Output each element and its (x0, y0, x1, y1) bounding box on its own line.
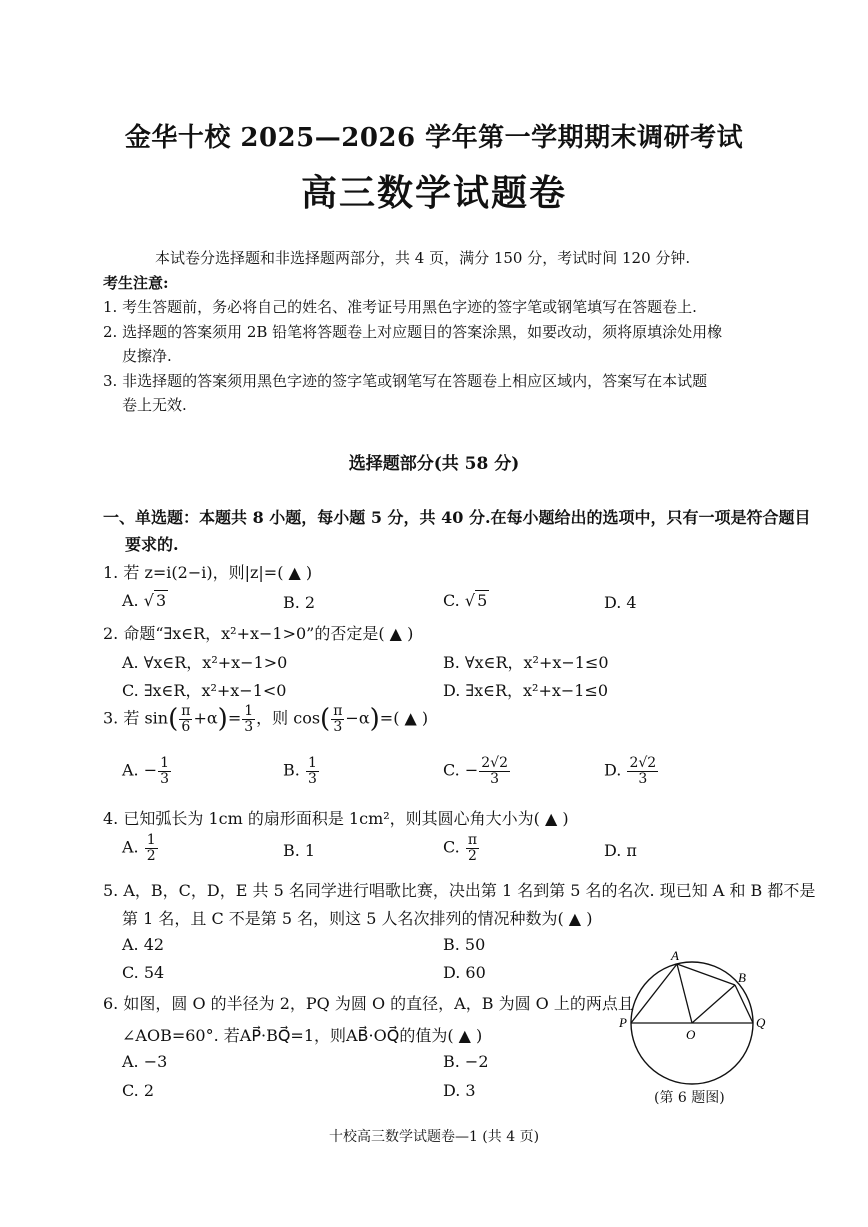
fraction-denominator: 3 (307, 770, 317, 787)
q3-stem (103, 704, 428, 734)
fraction-denominator: 3 (333, 718, 343, 735)
q6-option-b: B. −2 (443, 1052, 489, 1071)
q2-option-a: A. ∀x∈R，x²+x−1>0 (122, 653, 288, 672)
point-o-label: O (686, 1027, 696, 1042)
fraction-numerator: 1 (160, 755, 170, 771)
segment-ab (677, 964, 735, 985)
fraction-numerator: 1 (244, 703, 254, 719)
notice-heading: 考生注意: (103, 274, 169, 292)
notice-item-2: 2. 选择题的答案须用 2B 铅笔将答题卷上对应题目的答案涂黑，如要改动，须将原填涂处用橡 (103, 323, 723, 341)
fraction-numerator: 1 (307, 755, 317, 771)
q3-option-a-label: A. − (122, 760, 158, 780)
q3-option-d-label: D. (604, 760, 622, 780)
section-title: 选择题部分(共 58 分) (348, 454, 520, 474)
q2-option-b: B. ∀x∈R，x²+x−1≤0 (443, 653, 609, 672)
part1-heading-cont: 要求的. (125, 535, 179, 554)
q1-option-d: D. 4 (604, 593, 637, 612)
segment-bo (692, 985, 735, 1023)
point-a-label: A (671, 948, 679, 963)
q1-option-a-value: 3 (155, 591, 167, 610)
q1-option-c (443, 591, 489, 610)
q4-stem: 4. 已知弧长为 1cm 的扇形面积是 1cm²，则其圆心角大小为( ▲ ) (103, 809, 569, 828)
q6-option-d: D. 3 (443, 1081, 476, 1100)
q4-option-a-label: A. (122, 837, 139, 857)
q3-sin-fraction (179, 704, 192, 734)
q1-option-c-value: 5 (477, 591, 488, 610)
q4-option-c (443, 833, 480, 863)
q3-cos-tail: −α (345, 708, 370, 728)
q5-stem-line1: 5. A，B，C，D，E 共 5 名同学进行唱歌比赛，决出第 1 名到第 5 名的名次. 现已知 A 和 B 都不是 (103, 881, 816, 900)
notice-item-1: 1. 考生答题前，务必将自己的姓名、准考证号用黑色字迹的签字笔或钢笔填写在答题卷上. (103, 298, 697, 316)
q3-option-b (283, 756, 320, 786)
q3-sin-tail: +α (193, 708, 218, 728)
q3-option-c-label: C. − (443, 760, 479, 780)
point-q-label: Q (756, 1015, 766, 1030)
fraction-numerator: π (467, 832, 478, 848)
sqrt-icon: √ (143, 591, 154, 610)
q3-option-d (604, 756, 659, 786)
fraction-numerator: π (333, 703, 343, 719)
q4-option-c-label: C. (443, 837, 460, 857)
q1-option-a-label: A. (122, 591, 139, 610)
q3-option-d-fraction (627, 756, 658, 786)
q1-stem: 1. 若 z=i(2−i)，则|z|=( ▲ ) (103, 563, 313, 582)
q6-figure-caption: (第 6 题图) (654, 1090, 725, 1106)
fraction-numerator: 2√2 (629, 755, 657, 771)
fraction-denominator: 3 (490, 770, 500, 787)
q1-option-b: B. 2 (283, 593, 316, 612)
q6-option-a: A. −3 (122, 1052, 168, 1071)
q1-option-a (122, 591, 168, 610)
fraction-numerator: 1 (146, 832, 156, 848)
point-b-label: B (738, 970, 746, 985)
exam-intro: 本试卷分选择题和非选择题两部分，共 4 页，满分 150 分，考试时间 120 分钟. (155, 249, 691, 267)
page-footer: 十校高三数学试题卷—1 (共 4 页) (328, 1129, 540, 1145)
q2-option-d: D. ∃x∈R，x²+x−1≤0 (443, 681, 609, 700)
q4-option-c-fraction (466, 833, 479, 863)
fraction-denominator: 2 (468, 847, 477, 864)
q6-stem-line2: ∠AOB=60°. 若AP⃗·BQ⃗=1，则AB⃗·OQ⃗的值为( ▲ ) (122, 1026, 483, 1045)
q2-option-c: C. ∃x∈R，x²+x−1<0 (122, 681, 287, 700)
q2-stem: 2. 命题“∃x∈R，x²+x−1>0”的否定是( ▲ ) (103, 624, 414, 643)
notice-item-3-cont: 卷上无效. (122, 396, 187, 414)
q5-stem-line2: 第 1 名，且 C 不是第 5 名，则这 5 人名次排列的情况种数为( ▲ ) (122, 909, 593, 928)
fraction-numerator: 2√2 (481, 755, 508, 771)
point-p-label: P (619, 1015, 627, 1030)
right-paren-icon: ) (217, 704, 228, 735)
paper-subtitle: 高三数学试题卷 (300, 172, 567, 214)
left-paren-icon: ( (168, 704, 179, 735)
notice-item-3: 3. 非选择题的答案须用黑色字迹的签字笔或钢笔写在答题卷上相应区域内，答案写在本试题 (103, 372, 708, 390)
segment-ao (677, 964, 692, 1023)
q6-stem-line1: 6. 如图，圆 O 的半径为 2，PQ 为圆 O 的直径，A，B 为圆 O 上的两点且 (103, 994, 634, 1013)
q3-cos-fraction (331, 704, 344, 734)
q6-circle-figure (610, 945, 780, 1085)
q3-stem-prefix: 3. 若 sin (103, 708, 169, 728)
q5-option-d: D. 60 (443, 963, 486, 982)
q4-option-a (122, 833, 159, 863)
q3-option-b-label: B. (283, 760, 300, 780)
q5-option-a: A. 42 (122, 935, 165, 954)
sqrt-icon: √ (464, 591, 476, 610)
fraction-denominator: 3 (244, 718, 254, 735)
q4-option-a-fraction (145, 833, 158, 863)
q3-rhs-fraction (242, 704, 255, 734)
notice-item-2-cont: 皮擦净. (122, 347, 172, 365)
q4-option-d: D. π (604, 841, 637, 860)
right-paren-icon: ) (369, 704, 380, 735)
q1-option-c-label: C. (443, 591, 460, 610)
q3-option-c-fraction (479, 756, 510, 786)
fraction-numerator: π (181, 703, 191, 719)
part1-heading: 一、单选题：本题共 8 小题，每小题 5 分，共 40 分.在每小题给出的选项中，只有一项是符合题目 (103, 508, 811, 527)
fraction-denominator: 3 (160, 770, 170, 787)
q3-option-a-fraction (158, 756, 171, 786)
q6-option-c: C. 2 (122, 1081, 155, 1100)
q3-stem-mid: ，则 cos (256, 708, 321, 728)
fraction-denominator: 2 (146, 847, 156, 864)
q5-option-c: C. 54 (122, 963, 165, 982)
q5-option-b: B. 50 (443, 935, 486, 954)
equals-sign: = (227, 708, 242, 728)
q3-option-b-fraction (306, 756, 319, 786)
q4-option-b: B. 1 (283, 841, 316, 860)
left-paren-icon: ( (320, 704, 331, 735)
q3-option-a (122, 756, 172, 786)
q3-stem-end: =( ▲ ) (379, 708, 429, 728)
fraction-denominator: 3 (638, 770, 648, 787)
fraction-denominator: 6 (181, 718, 191, 735)
exam-title: 金华十校 2025—2026 学年第一学期期末调研考试 (124, 123, 744, 153)
q3-option-c (443, 756, 511, 786)
